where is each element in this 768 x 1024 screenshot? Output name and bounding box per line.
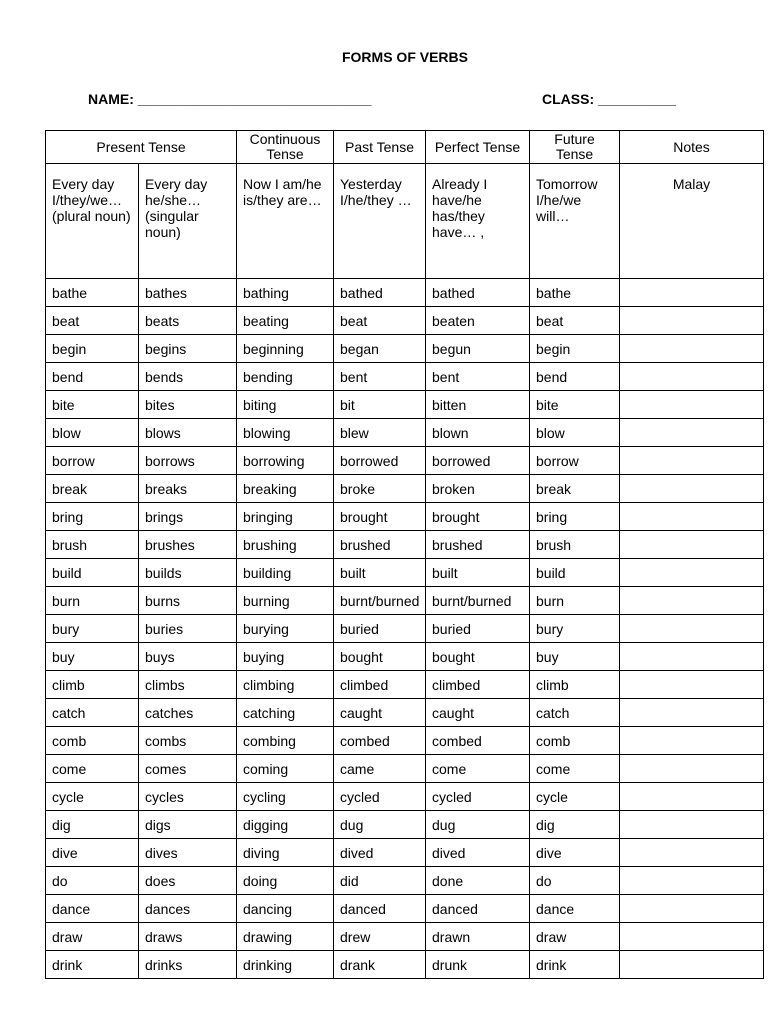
cell-perfect: buried (426, 615, 530, 643)
cell-perfect: dug (426, 811, 530, 839)
cell-notes (620, 335, 764, 363)
cell-future: cycle (530, 783, 620, 811)
cell-future: comb (530, 727, 620, 755)
cell-perfect: caught (426, 699, 530, 727)
cell-base-plural: break (46, 475, 139, 503)
cell-future: bury (530, 615, 620, 643)
cell-future: draw (530, 923, 620, 951)
cell-past: buried (334, 615, 426, 643)
cell-base-singular: begins (139, 335, 237, 363)
cell-past: caught (334, 699, 426, 727)
cell-continuous: building (237, 559, 334, 587)
table-row (46, 587, 764, 615)
cell-notes (620, 783, 764, 811)
cell-base-plural: catch (46, 699, 139, 727)
cell-notes (620, 811, 764, 839)
subheader-past: Yesterday I/he/they … (334, 164, 426, 279)
cell-base-plural: buy (46, 643, 139, 671)
cell-base-plural: do (46, 867, 139, 895)
cell-base-singular: builds (139, 559, 237, 587)
cell-base-plural: blow (46, 419, 139, 447)
table-row (46, 671, 764, 699)
cell-base-singular: climbs (139, 671, 237, 699)
cell-continuous: drawing (237, 923, 334, 951)
header-perfect-tense: Perfect Tense (426, 131, 530, 164)
cell-base-singular: buries (139, 615, 237, 643)
cell-base-singular: bends (139, 363, 237, 391)
cell-perfect: bought (426, 643, 530, 671)
cell-perfect: borrowed (426, 447, 530, 475)
class-field-label: CLASS: __________ (542, 91, 676, 107)
cell-continuous: digging (237, 811, 334, 839)
cell-future: blow (530, 419, 620, 447)
table-row (46, 923, 764, 951)
cell-notes (620, 727, 764, 755)
cell-notes (620, 559, 764, 587)
cell-base-plural: climb (46, 671, 139, 699)
cell-base-singular: borrows (139, 447, 237, 475)
cell-base-singular: comes (139, 755, 237, 783)
cell-continuous: climbing (237, 671, 334, 699)
cell-base-singular: buys (139, 643, 237, 671)
subheader-continuous: Now I am/he is/they are… (237, 164, 334, 279)
cell-future: climb (530, 671, 620, 699)
cell-continuous: catching (237, 699, 334, 727)
cell-past: brought (334, 503, 426, 531)
table-row (46, 419, 764, 447)
cell-perfect: built (426, 559, 530, 587)
table-row (46, 279, 764, 307)
cell-base-plural: bite (46, 391, 139, 419)
cell-base-plural: borrow (46, 447, 139, 475)
cell-perfect: bathed (426, 279, 530, 307)
cell-past: dug (334, 811, 426, 839)
cell-perfect: beaten (426, 307, 530, 335)
cell-base-singular: dives (139, 839, 237, 867)
cell-past: beat (334, 307, 426, 335)
cell-base-singular: brings (139, 503, 237, 531)
cell-past: borrowed (334, 447, 426, 475)
header-present-tense: Present Tense (46, 131, 237, 164)
cell-continuous: blowing (237, 419, 334, 447)
cell-base-plural: comb (46, 727, 139, 755)
cell-notes (620, 699, 764, 727)
cell-notes (620, 307, 764, 335)
cell-continuous: beginning (237, 335, 334, 363)
cell-continuous: biting (237, 391, 334, 419)
cell-notes (620, 755, 764, 783)
cell-notes (620, 503, 764, 531)
cell-future: dive (530, 839, 620, 867)
cell-perfect: broken (426, 475, 530, 503)
cell-notes (620, 475, 764, 503)
table-row (46, 895, 764, 923)
cell-notes (620, 615, 764, 643)
cell-past: blew (334, 419, 426, 447)
cell-continuous: burning (237, 587, 334, 615)
verb-forms-table (45, 130, 764, 979)
table-row (46, 699, 764, 727)
cell-perfect: danced (426, 895, 530, 923)
cell-future: come (530, 755, 620, 783)
cell-perfect: bent (426, 363, 530, 391)
cell-base-plural: build (46, 559, 139, 587)
table-row (46, 839, 764, 867)
table-row (46, 755, 764, 783)
cell-future: brush (530, 531, 620, 559)
header-continuous-tense: Continuous Tense (237, 131, 334, 164)
cell-base-singular: blows (139, 419, 237, 447)
cell-base-plural: cycle (46, 783, 139, 811)
cell-future: bathe (530, 279, 620, 307)
cell-past: broke (334, 475, 426, 503)
cell-perfect: drunk (426, 951, 530, 979)
cell-past: did (334, 867, 426, 895)
cell-perfect: drawn (426, 923, 530, 951)
cell-base-singular: digs (139, 811, 237, 839)
cell-past: brushed (334, 531, 426, 559)
cell-past: danced (334, 895, 426, 923)
cell-base-plural: brush (46, 531, 139, 559)
table-row (46, 447, 764, 475)
cell-perfect: cycled (426, 783, 530, 811)
cell-notes (620, 839, 764, 867)
cell-perfect: climbed (426, 671, 530, 699)
cell-base-singular: draws (139, 923, 237, 951)
cell-continuous: bathing (237, 279, 334, 307)
cell-continuous: cycling (237, 783, 334, 811)
subheader-notes: Malay (620, 164, 764, 279)
cell-base-plural: bend (46, 363, 139, 391)
cell-continuous: combing (237, 727, 334, 755)
cell-perfect: begun (426, 335, 530, 363)
cell-perfect: done (426, 867, 530, 895)
cell-future: bring (530, 503, 620, 531)
table-row (46, 475, 764, 503)
cell-future: do (530, 867, 620, 895)
cell-base-plural: burn (46, 587, 139, 615)
cell-perfect: brought (426, 503, 530, 531)
cell-perfect: brushed (426, 531, 530, 559)
cell-past: dived (334, 839, 426, 867)
table-row (46, 307, 764, 335)
cell-notes (620, 279, 764, 307)
cell-past: bought (334, 643, 426, 671)
cell-past: built (334, 559, 426, 587)
cell-past: bit (334, 391, 426, 419)
table-row (46, 783, 764, 811)
cell-future: bite (530, 391, 620, 419)
cell-past: bathed (334, 279, 426, 307)
cell-past: came (334, 755, 426, 783)
table-row (46, 503, 764, 531)
cell-future: beat (530, 307, 620, 335)
cell-continuous: doing (237, 867, 334, 895)
cell-base-singular: drinks (139, 951, 237, 979)
cell-notes (620, 447, 764, 475)
cell-base-plural: dance (46, 895, 139, 923)
cell-past: cycled (334, 783, 426, 811)
table-row (46, 951, 764, 979)
cell-perfect: combed (426, 727, 530, 755)
cell-future: build (530, 559, 620, 587)
table-row (46, 335, 764, 363)
cell-base-plural: beat (46, 307, 139, 335)
page-title: FORMS OF VERBS (341, 49, 468, 65)
subheader-perfect: Already I have/he has/they have… , (426, 164, 530, 279)
cell-continuous: diving (237, 839, 334, 867)
cell-base-singular: bites (139, 391, 237, 419)
cell-notes (620, 531, 764, 559)
name-field-label: NAME: ______________________________ (88, 91, 372, 107)
cell-past: combed (334, 727, 426, 755)
cell-past: bent (334, 363, 426, 391)
cell-past: began (334, 335, 426, 363)
table-row (46, 811, 764, 839)
cell-base-plural: dive (46, 839, 139, 867)
table-row (46, 643, 764, 671)
cell-continuous: bending (237, 363, 334, 391)
cell-continuous: bringing (237, 503, 334, 531)
cell-base-plural: drink (46, 951, 139, 979)
cell-continuous: dancing (237, 895, 334, 923)
cell-notes (620, 363, 764, 391)
cell-perfect: dived (426, 839, 530, 867)
cell-continuous: beating (237, 307, 334, 335)
cell-base-singular: burns (139, 587, 237, 615)
cell-base-singular: combs (139, 727, 237, 755)
cell-notes (620, 587, 764, 615)
cell-future: break (530, 475, 620, 503)
cell-future: burn (530, 587, 620, 615)
cell-future: buy (530, 643, 620, 671)
cell-base-singular: beats (139, 307, 237, 335)
cell-perfect: burnt/burned (426, 587, 530, 615)
header-future-tense: Future Tense (530, 131, 620, 164)
cell-notes (620, 923, 764, 951)
table-row (46, 363, 764, 391)
cell-past: drank (334, 951, 426, 979)
cell-future: dance (530, 895, 620, 923)
cell-base-singular: does (139, 867, 237, 895)
cell-notes (620, 951, 764, 979)
cell-continuous: drinking (237, 951, 334, 979)
cell-notes (620, 867, 764, 895)
subheader-plural: Every day I/they/we… (plural noun) (46, 164, 139, 279)
cell-base-plural: come (46, 755, 139, 783)
table-row (46, 559, 764, 587)
subheader-singular: Every day he/she… (singular noun) (139, 164, 237, 279)
cell-base-singular: dances (139, 895, 237, 923)
table-row (46, 391, 764, 419)
subheader-row (46, 164, 764, 279)
cell-base-singular: brushes (139, 531, 237, 559)
cell-base-plural: dig (46, 811, 139, 839)
cell-notes (620, 643, 764, 671)
cell-base-plural: draw (46, 923, 139, 951)
cell-continuous: coming (237, 755, 334, 783)
cell-notes (620, 671, 764, 699)
cell-base-plural: bury (46, 615, 139, 643)
cell-future: catch (530, 699, 620, 727)
cell-base-singular: bathes (139, 279, 237, 307)
cell-base-singular: breaks (139, 475, 237, 503)
table-row (46, 727, 764, 755)
header-past-tense: Past Tense (334, 131, 426, 164)
cell-continuous: burying (237, 615, 334, 643)
cell-notes (620, 391, 764, 419)
table-row (46, 867, 764, 895)
table-row (46, 531, 764, 559)
cell-notes (620, 895, 764, 923)
cell-future: bend (530, 363, 620, 391)
cell-future: dig (530, 811, 620, 839)
subheader-future: Tomorrow I/he/we will… (530, 164, 620, 279)
cell-base-plural: begin (46, 335, 139, 363)
cell-base-singular: catches (139, 699, 237, 727)
cell-future: begin (530, 335, 620, 363)
cell-past: climbed (334, 671, 426, 699)
cell-continuous: buying (237, 643, 334, 671)
cell-base-singular: cycles (139, 783, 237, 811)
cell-past: burnt/burned (334, 587, 426, 615)
cell-continuous: breaking (237, 475, 334, 503)
cell-future: borrow (530, 447, 620, 475)
cell-notes (620, 419, 764, 447)
cell-continuous: brushing (237, 531, 334, 559)
table-row (46, 615, 764, 643)
cell-continuous: borrowing (237, 447, 334, 475)
cell-past: drew (334, 923, 426, 951)
cell-perfect: come (426, 755, 530, 783)
cell-future: drink (530, 951, 620, 979)
cell-base-plural: bathe (46, 279, 139, 307)
cell-base-plural: bring (46, 503, 139, 531)
cell-perfect: blown (426, 419, 530, 447)
header-notes: Notes (620, 131, 764, 164)
header-row (46, 131, 764, 164)
cell-perfect: bitten (426, 391, 530, 419)
